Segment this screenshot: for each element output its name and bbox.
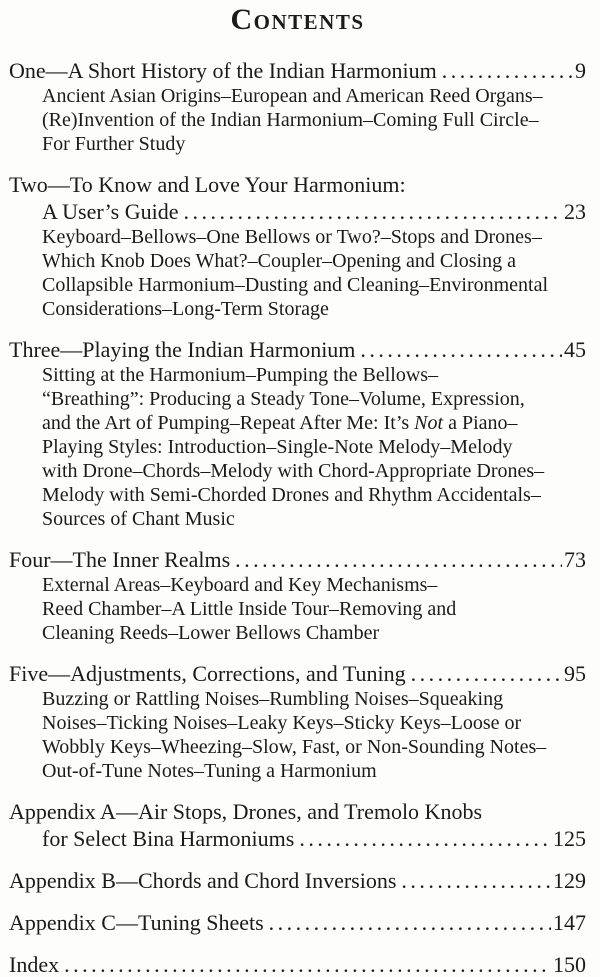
description-italic-text: Not xyxy=(414,412,444,434)
toc-entry-title: A User’s Guide xyxy=(42,199,179,224)
toc-description-line xyxy=(9,411,586,435)
toc-description-line: Cleaning Reeds–Lower Bellows Chamber xyxy=(42,622,380,644)
toc-line xyxy=(9,867,586,894)
toc-page-number: 129 xyxy=(553,868,586,893)
toc-page-number: 147 xyxy=(553,910,586,935)
toc-entry-title: Appendix C—Tuning Sheets xyxy=(9,910,264,935)
toc-entry-title: Appendix B—Chords and Chord Inversions xyxy=(9,868,397,893)
toc-description-line: Buzzing or Rattling Noises–Rumbling Noises–Squeaking xyxy=(42,688,504,710)
toc-entry-title: Two—To Know and Love Your Harmonium: xyxy=(9,172,406,197)
toc-line xyxy=(9,909,586,936)
toc-line xyxy=(9,336,586,363)
description-text: and the Art of Pumping–Repeat After Me: It’s xyxy=(42,412,415,434)
toc-description-line: Noises–Ticking Noises–Leaky Keys–Sticky Keys–Loose or xyxy=(42,712,522,734)
toc-page-number: 150 xyxy=(553,952,586,977)
toc-entry xyxy=(9,867,586,894)
dot-leader xyxy=(64,951,551,977)
toc-description-line: Melody with Semi-Chorded Drones and Rhythm Accidentals– xyxy=(42,484,541,506)
toc-line xyxy=(9,57,586,84)
toc-description-line: with Drone–Chords–Melody with Chord-Appropriate Drones– xyxy=(42,460,545,482)
toc-entry xyxy=(9,336,586,531)
toc-description-line: Playing Styles: Introduction–Single-Note Melody–Melody xyxy=(42,436,513,458)
toc-entry xyxy=(9,57,586,156)
toc-page-number: 125 xyxy=(553,826,586,851)
description-text: a Piano– xyxy=(443,412,518,434)
toc-description-line: Wobbly Keys–Wheezing–Slow, Fast, or Non-Sounding Notes– xyxy=(42,736,547,758)
toc-list xyxy=(9,57,586,977)
page-title: Contents xyxy=(230,3,365,36)
dot-leader xyxy=(299,825,551,852)
toc-entry xyxy=(9,546,586,645)
toc-description-line: Which Knob Does What?–Coupler–Opening and Closing a xyxy=(42,250,516,272)
dot-leader xyxy=(442,57,573,84)
toc-entry xyxy=(9,798,586,852)
dot-leader xyxy=(183,198,562,225)
toc-line xyxy=(9,660,586,687)
toc-description-line: Reed Chamber–A Little Inside Tour–Removing and xyxy=(42,598,457,620)
toc-page-number: 73 xyxy=(564,547,586,572)
toc-description-line: Considerations–Long-Term Storage xyxy=(42,298,329,320)
toc-entry xyxy=(9,660,586,783)
toc-description-line: Collapsible Harmonium–Dusting and Cleaning–Environmental xyxy=(42,274,549,296)
toc-entry-title: for Select Bina Harmoniums xyxy=(42,826,295,851)
toc-entry-title: Three—Playing the Indian Harmonium xyxy=(9,337,356,362)
toc-entry-title: Appendix A—Air Stops, Drones, and Tremolo Knobs xyxy=(9,799,483,824)
toc-line xyxy=(9,951,586,977)
toc-description-line: Sitting at the Harmonium–Pumping the Bellows– xyxy=(42,364,439,386)
toc-description-line: For Further Study xyxy=(42,133,186,155)
toc-page-number: 95 xyxy=(564,661,586,686)
toc-entry xyxy=(9,909,586,936)
toc-page-number: 45 xyxy=(564,337,586,362)
toc-description-line: (Re)Invention of the Indian Harmonium–Coming Full Circle– xyxy=(42,109,539,131)
toc-entry xyxy=(9,171,586,321)
toc-page-number: 23 xyxy=(564,199,586,224)
toc-line xyxy=(9,198,586,225)
toc-entry-title: One—A Short History of the Indian Harmonium xyxy=(9,58,437,83)
toc-description-line: Keyboard–Bellows–One Bellows or Two?–Stops and Drones– xyxy=(42,226,542,248)
toc-page-number: 9 xyxy=(575,58,586,83)
toc-line xyxy=(9,171,586,198)
toc-description-line: External Areas–Keyboard and Key Mechanisms– xyxy=(42,574,438,596)
toc-line xyxy=(9,546,586,573)
toc-description-line: Sources of Chant Music xyxy=(42,508,235,530)
dot-leader xyxy=(269,909,551,936)
dot-leader xyxy=(401,867,551,894)
toc-description-line: Ancient Asian Origins–European and American Reed Organs– xyxy=(42,85,543,107)
toc-entry-title: Five—Adjustments, Corrections, and Tuning xyxy=(9,661,406,686)
dot-leader xyxy=(360,336,562,363)
toc-line xyxy=(9,825,586,852)
toc-line xyxy=(9,798,586,825)
dot-leader xyxy=(411,660,562,687)
toc-entry-title: Index xyxy=(9,952,60,977)
toc-description-line: “Breathing”: Producing a Steady Tone–Volume, Expression, xyxy=(42,388,525,410)
toc-description-line: Out-of-Tune Notes–Tuning a Harmonium xyxy=(42,760,377,782)
toc-entry xyxy=(9,951,586,977)
dot-leader xyxy=(235,546,562,573)
toc-entry-title: Four—The Inner Realms xyxy=(9,547,231,572)
